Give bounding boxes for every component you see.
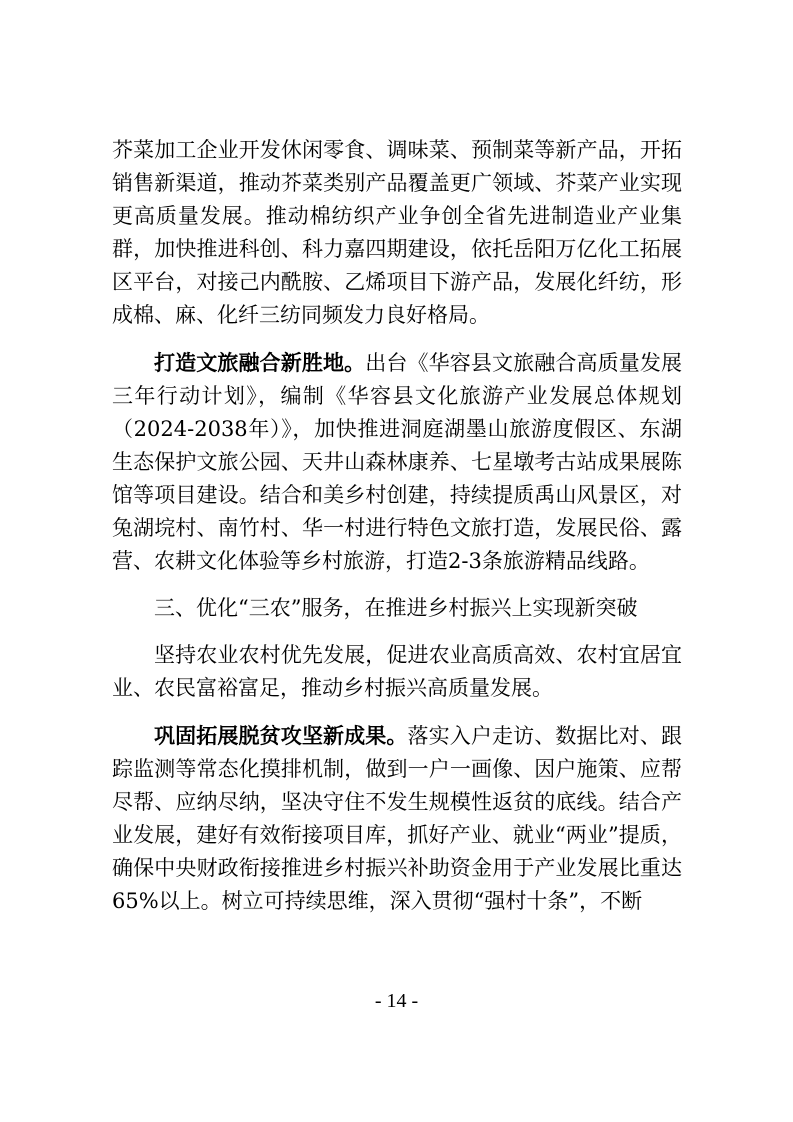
paragraph-body-poverty: 落实入户走访、数据比对、跟踪监测等常态化摸排机制，做到一户一画像、因户施策、应帮尽帮、应纳尽纳，坚决守住不发生规模性返贫的底线。结合产业发展，建好有效衔接项目库，抓好产业、就业“两业”提质，确保中央财政衔接推进乡村振兴补助资金用于产业发展比重达65%以上。树立可持续思维，深入贯彻“强村十条”，不断 (112, 724, 682, 913)
paragraph-rural-priority: 坚持农业农村优先发展，促进农业高质高效、农村宜居宜业、农民富裕富足，推动乡村振兴高质量发展。 (112, 643, 682, 700)
paragraph-poverty-consolidation (112, 719, 682, 918)
paragraph-mustard-cotton: 芥菜加工企业开发休闲零食、调味菜、预制菜等新产品，开拓销售新渠道，推动芥菜类别产品覆盖更广领域、芥菜产业实现更高质量发展。推动棉纺织产业争创全省先进制造业产业集群，加快推进科创、科力嘉四期建设，依托岳阳万亿化工拓展区平台，对接己内酰胺、乙烯项目下游产品，发展化纤纺，形成棉、麻、化纤三纺同频发力良好格局。 (112, 138, 682, 327)
paragraph-body-culture-tourism: 出台《华容县文旅融合高质量发展三年行动计划》，编制《华容县文化旅游产业发展总体规划（2024-2038年）》，加快推进洞庭湖墨山旅游度假区、东湖生态保护文旅公园、天井山森林康养、七星墩考古站成果展陈馆等项目建设。结合和美乡村创建，持续提质禹山风景区，对兔湖垸村、南竹村、华一村进行特色文旅打造，发展民俗、露营、农耕文化体验等乡村旅游，打造2-3条旅游精品线路。 (112, 351, 682, 573)
paragraph-lead-poverty: 巩固拓展脱贫攻坚新成果。 (154, 723, 408, 748)
section-heading-three: 三、优化“三农”服务，在推进乡村振兴上实现新突破 (154, 596, 638, 620)
paragraph-culture-tourism (112, 346, 682, 578)
page-number: - 14 - (374, 990, 419, 1012)
paragraph-lead-culture-tourism: 打造文旅融合新胜地。 (154, 350, 366, 375)
body-text (112, 134, 682, 932)
